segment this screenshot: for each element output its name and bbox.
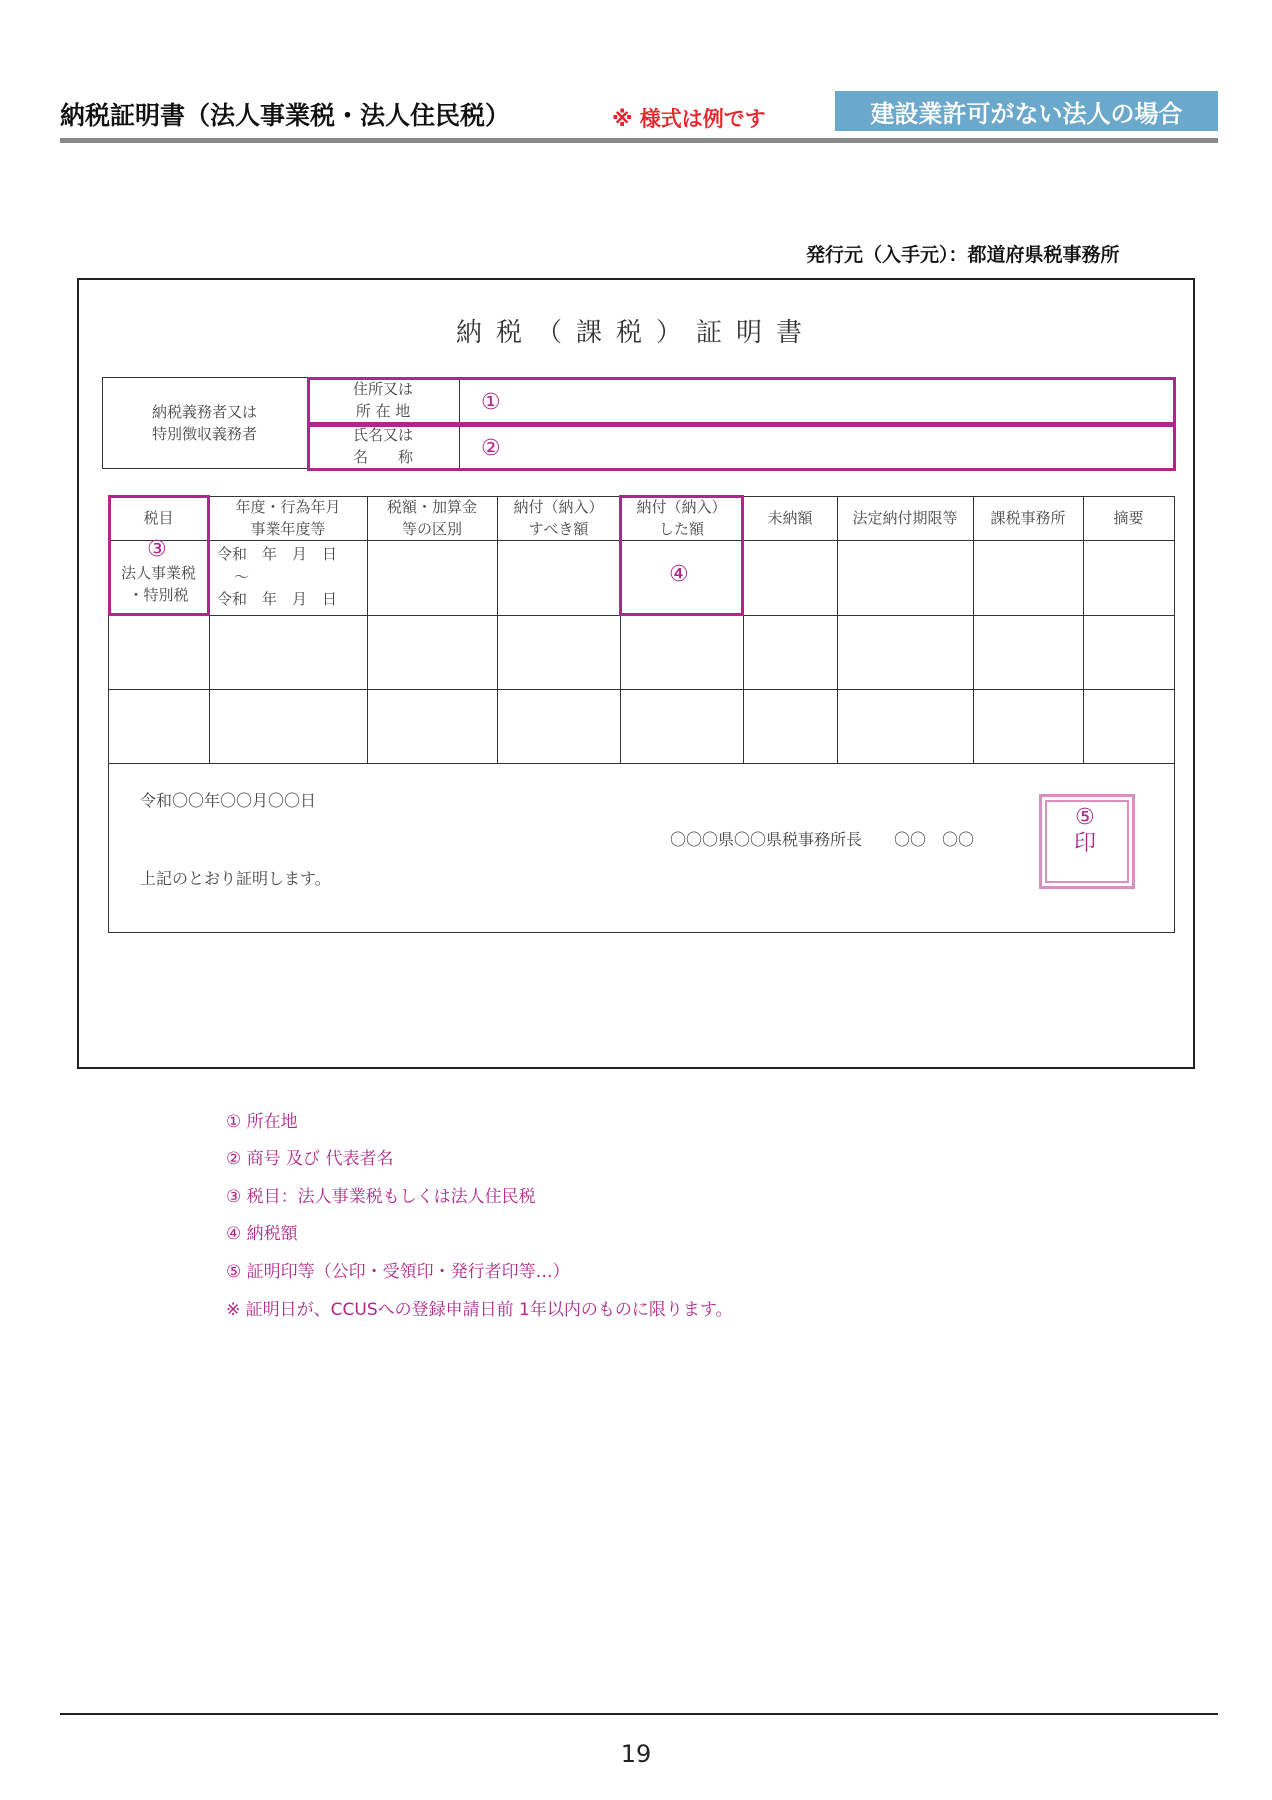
- table-line: [108, 932, 1174, 933]
- footnote-item: ※ 証明日が、CCUSへの登録申請日前 1年以内のものに限ります。: [226, 1300, 733, 1320]
- name-label: 氏名又は 名 称: [352, 426, 413, 466]
- sample-note: ※ 様式は例です: [612, 107, 766, 131]
- case-badge: 建設業許可がない法人の場合: [835, 91, 1218, 131]
- period-from: 令和 年 月 日: [217, 545, 338, 563]
- certificate-title: 納税（課税）証明書: [455, 318, 816, 348]
- col-header-unpaid: 未納額: [767, 509, 813, 527]
- col-header-tax-type: 税額・加算金 等の区別: [386, 498, 477, 538]
- marker-1: ①: [481, 390, 501, 415]
- marker-box-address: [307, 377, 1176, 425]
- col-header-tax-item: 税目: [143, 509, 174, 527]
- col-header-period: 年度・行為年月 事業年度等: [235, 498, 341, 538]
- period-tilde: ～: [234, 568, 250, 586]
- marker-2: ②: [481, 436, 501, 461]
- table-line: [1083, 496, 1084, 764]
- period-to: 令和 年 月 日: [217, 590, 338, 608]
- tax-item-value: 法人事業税 ・特別税: [120, 564, 196, 604]
- footnote-item: ⑤ 証明印等（公印・受領印・発行者印等…）: [226, 1262, 570, 1282]
- col-header-deadline: 法定納付期限等: [852, 509, 958, 527]
- footnote-item: ③ 税目：法人事業税もしくは法人住民税: [226, 1187, 536, 1207]
- table-line: [108, 689, 1174, 690]
- col-header-amount-due: 納付（納入） すべき額: [513, 498, 604, 538]
- marker-4: ④: [669, 562, 689, 587]
- marker-box-amount: [619, 495, 744, 616]
- footer-rule: [60, 1713, 1218, 1715]
- marker-box-name: [307, 424, 1176, 471]
- marker-5: ⑤: [1075, 805, 1095, 830]
- taxpayer-label: 納税義務者又は 特別徴収義務者: [151, 403, 257, 443]
- signer: 〇〇〇県〇〇県税事務所長 〇〇 〇〇: [670, 830, 975, 849]
- footnote-item: ② 商号 及び 代表者名: [226, 1149, 394, 1169]
- address-label: 住所又は 所 在 地: [352, 380, 413, 420]
- issuer-label: 発行元（入手元）：都道府県税事務所: [806, 244, 1120, 266]
- col-header-remarks: 摘要: [1113, 509, 1144, 527]
- certify-text: 上記のとおり証明します。: [140, 869, 331, 888]
- page-title: 納税証明書（法人事業税・法人住民税）: [60, 101, 511, 130]
- table-line: [1174, 496, 1175, 933]
- col-header-tax-office: 課税事務所: [990, 509, 1066, 527]
- page-number: 19: [620, 1740, 652, 1768]
- table-line: [837, 496, 838, 764]
- col-header-amount-paid: 納付（納入） した額: [636, 498, 727, 538]
- header-rule: [60, 138, 1218, 143]
- table-line: [108, 763, 1174, 764]
- footnote-item: ① 所在地: [226, 1112, 298, 1132]
- footnote-item: ④ 納税額: [226, 1224, 298, 1244]
- table-line: [973, 496, 974, 764]
- seal-mark: 印: [1074, 831, 1097, 856]
- marker-3: ③: [147, 537, 167, 562]
- issue-date: 令和〇〇年〇〇月〇〇日: [140, 791, 317, 810]
